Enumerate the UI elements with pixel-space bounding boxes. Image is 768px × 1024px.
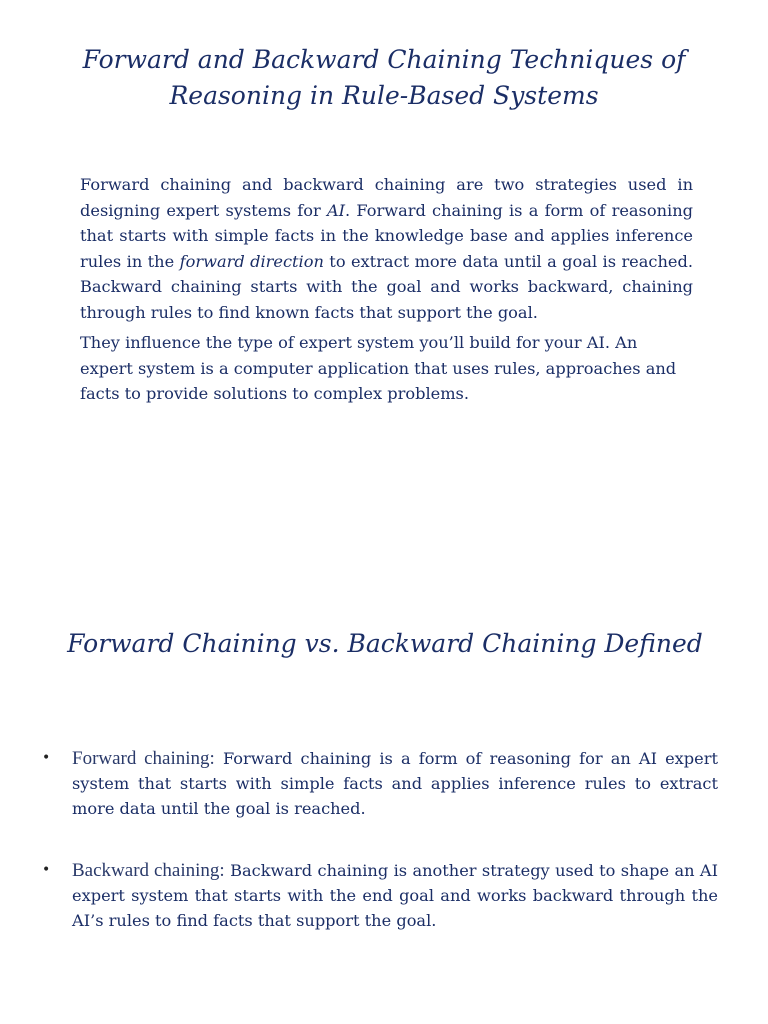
term-definition: Backward chaining is another strategy used to shape an AI expert system that starts with the end goal and works backward through the AI’s rules to find facts that support the goal. [72,861,719,930]
intro-section [80,172,693,407]
page-title [60,42,708,114]
definition-list [40,746,718,933]
intro-paragraph-2: They influence the type of expert system you’ll build for your AI. An expert system is a computer application that uses rules, approaches and facts to provide solutions to complex problems. [80,333,677,403]
page-title-line-2: Reasoning in Rule-Based Systems [169,81,599,110]
intro-paragraph-1 [80,172,693,325]
bullet-icon: • [42,862,51,878]
list-item-backward-chaining [40,858,718,933]
bullet-icon: • [42,750,51,766]
term-label: Forward chaining: [72,748,215,769]
term-label: Backward chaining: [72,860,225,881]
section-heading: Forward Chaining vs. Backward Chaining Defined [67,629,703,658]
list-item-forward-chaining [40,746,718,821]
intro-p1-text-b: . Forward chaining is a form of reasoning that starts with simple facts in the knowledge base and applies inference rules in the [80,200,693,271]
intro-p1-forward-direction-emphasis: forward direction [179,251,324,271]
page-title-line-1: Forward and Backward Chaining Techniques of [82,45,686,74]
intro-p1-text-c: to extract more data until a goal is reached. Backward chaining starts with the goal and works backward, chaining through rules to find known facts that support the goal. [80,251,693,322]
intro-p1-ai-emphasis: AI [326,200,346,220]
term-definition: Forward chaining is a form of reasoning for an AI expert system that starts with simple facts and applies inference rules to extract more data until the goal is reached. [72,749,718,818]
intro-p1-text-a: Forward chaining and backward chaining are two strategies used in designing expert systems for [80,175,693,220]
